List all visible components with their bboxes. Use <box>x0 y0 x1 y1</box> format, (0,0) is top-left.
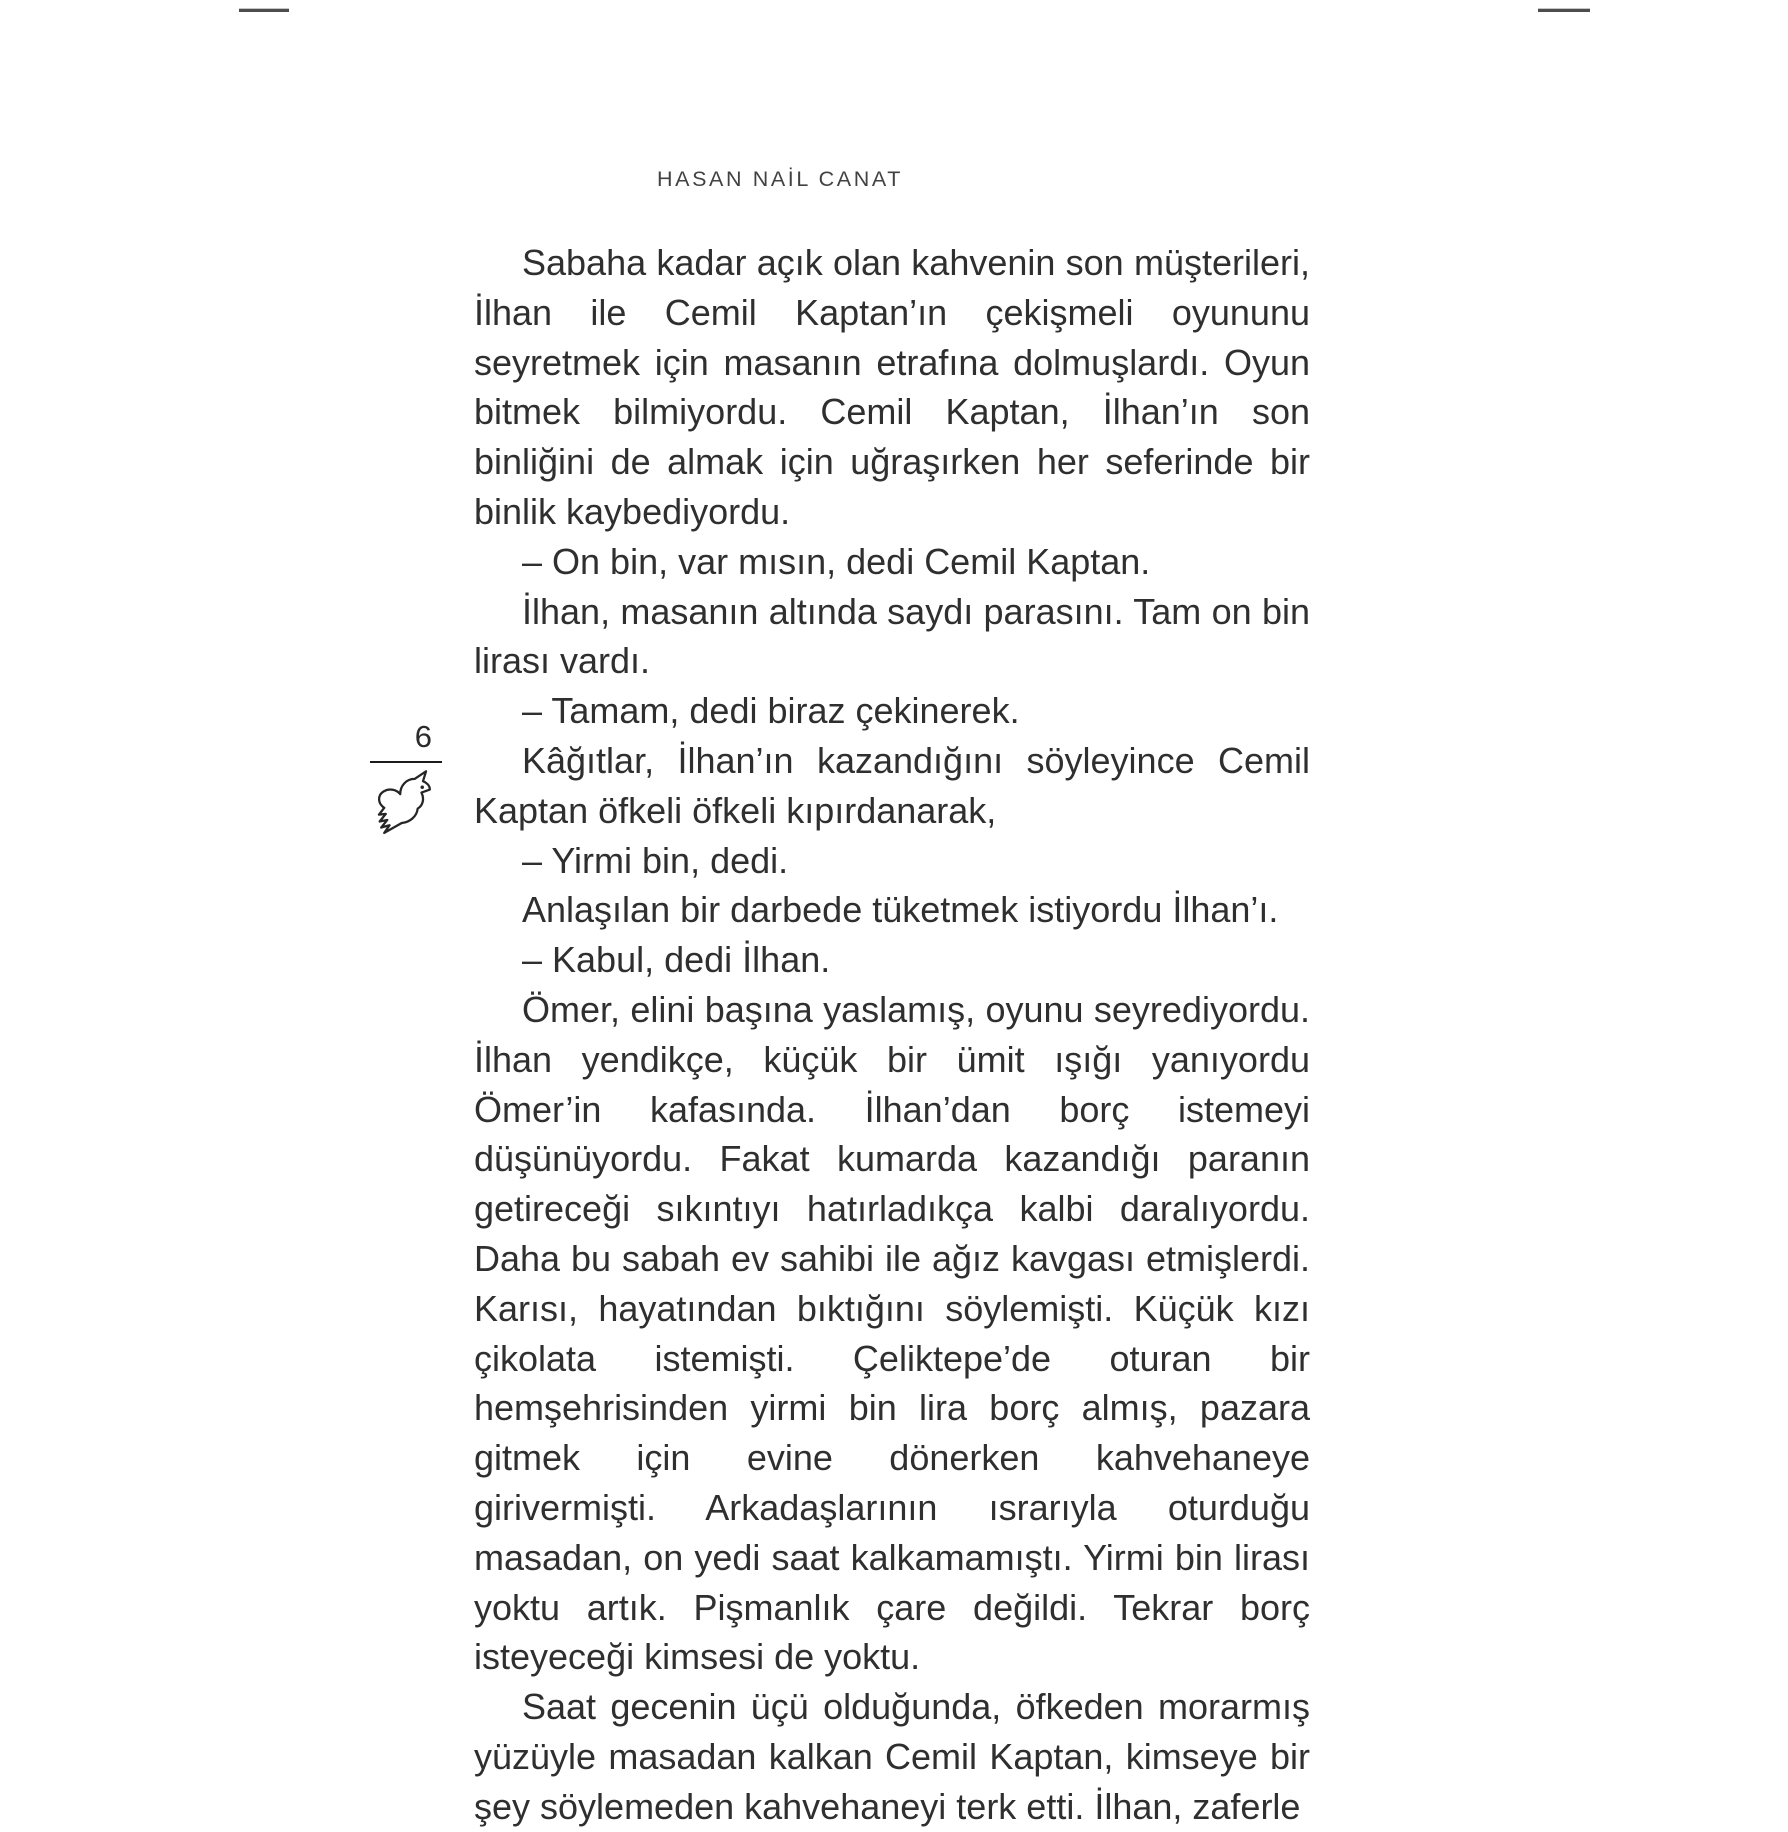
paragraph: Kâğıtlar, İlhan’ın kazandığını söyleyince Cemil Kaptan öfkeli öfkeli kıpırdanarak, <box>474 739 1310 831</box>
paragraph: – Kabul, dedi İlhan. <box>522 939 831 981</box>
paragraph: Anlaşılan bir darbede tüketmek istiyordu İlhan’ı. <box>522 889 1279 931</box>
paragraph: İlhan, masanın altında saydı parasını. Tam on bin lirası vardı. <box>474 590 1310 682</box>
text-column <box>474 238 1310 1832</box>
marker-rule <box>370 761 442 763</box>
paragraph: – On bin, var mısın, dedi Cemil Kaptan. <box>522 540 1151 582</box>
paragraph: Ömer, elini başına yaslamış, oyunu seyrediyordu. İlhan yendikçe, küçük bir ümit ışığı yanıyordu Ömer’in kafasında. İlhan’dan borç istemeyi düşünüyordu. Fakat kumarda kazandığı paranın getireceği sıkıntıyı hatırladıkça kalbi daralıyordu. Daha bu sabah ev sahibi ile ağız kavgası etmişlerdi. Karısı, hayatından bıktığını söylemişti. Küçük kızı çikolata istemişti. Çeliktepe’de oturan bir hemşehrisinden yirmi bin lira borç almış, pazara gitmek için evine dönerken kahvehaneye girivermişti. Arkadaşlarının ısrarıyla oturduğu masadan, on yedi saat kalkamamıştı. Yirmi bin lirası yoktu artık. Pişmanlık çare değildi. Tekrar borç isteyeceği kimsesi de yoktu. <box>474 988 1310 1678</box>
running-head: HASAN NAİL CANAT <box>657 167 903 191</box>
crop-mark-right <box>1538 8 1590 12</box>
paragraph: Sabaha kadar açık olan kahvenin son müşterileri, İlhan ile Cemil Kaptan’ın çekişmeli oyununu seyretmek için masanın etrafına dolmuşlardı. Oyun bitmek bilmiyordu. Cemil Kaptan, İlhan’ın son binliğini de almak için uğraşırken her seferinde bir binlik kaybediyordu. <box>474 242 1310 532</box>
page-marker <box>352 721 442 842</box>
crop-mark-left <box>239 8 289 12</box>
paragraph: Saat gecenin üçü olduğunda, öfkeden morarmış yüzüyle masadan kalkan Cemil Kaptan, kimseye bir şey söylemeden kahvehaneyi terk etti. İlhan, zaferle <box>474 1686 1310 1827</box>
paragraph: – Yirmi bin, dedi. <box>522 839 789 881</box>
dove-icon <box>366 766 442 842</box>
paragraph: – Tamam, dedi biraz çekinerek. <box>522 690 1020 732</box>
page-number: 6 <box>414 719 432 754</box>
